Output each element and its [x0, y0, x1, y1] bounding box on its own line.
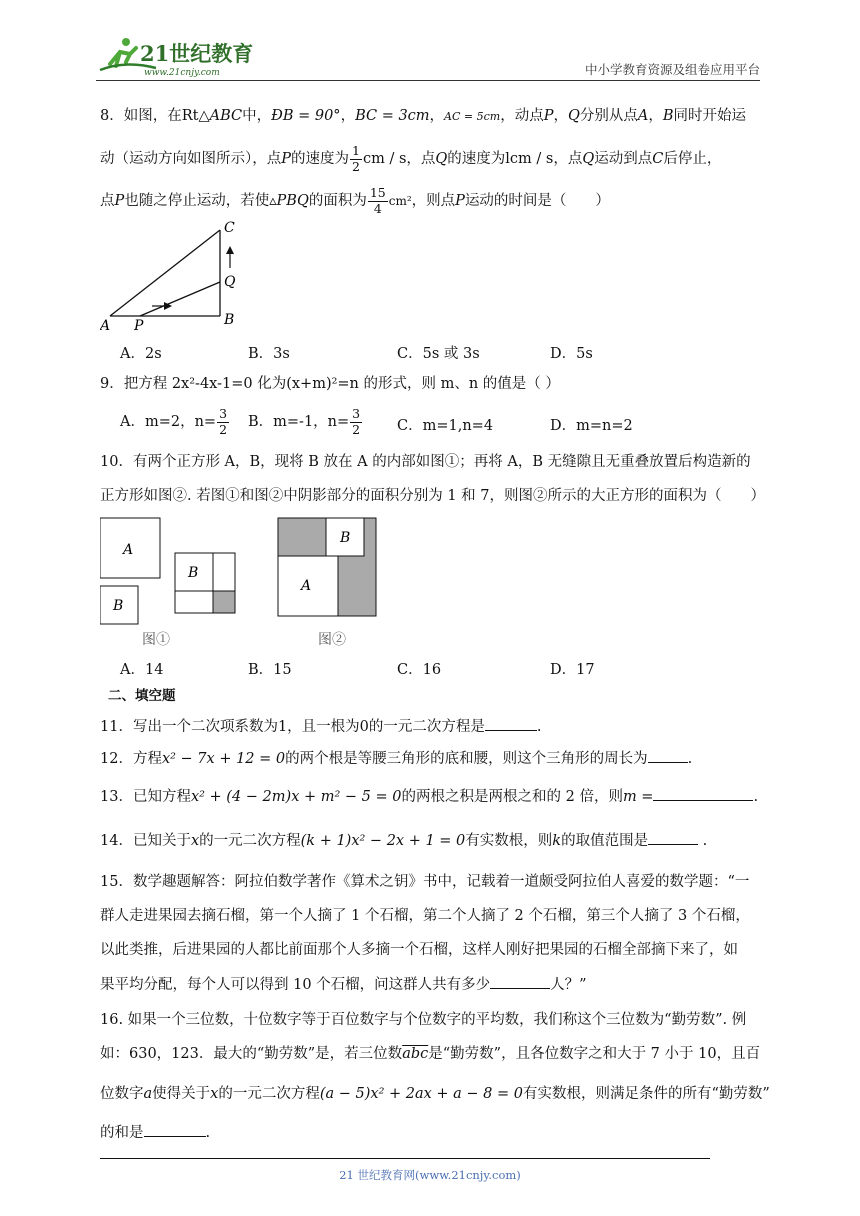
q12-answer-blank[interactable]	[648, 748, 688, 763]
q16-line2: 如：630，123．最大的“勤劳数”是，若三位数$\overline{abc}$是“勤劳数”，且各位数字之和大于 7 小于 10，且百	[100, 1046, 761, 1062]
fig1-label-B-small: B	[113, 598, 124, 614]
q9-question: 9．把方程 2x²-4x-1=0 化为(x+m)²=n 的形式，则 m、n 的值是（ ）	[100, 376, 560, 392]
q8-line2: 动（运动方向如图所示），点P的速度为 $\frac{1}{2}$ cm / s，点Q的速度为lcm / s，点Q运动到点C后停止，	[100, 143, 722, 174]
q8-line3: 点P也随之停止运动，若使▵PBQ的面积为 $\frac{15}{4}$ cm²，则点P运动的时间是（ ）	[100, 185, 610, 216]
q9-option-c[interactable]: C．m=1,n=4	[397, 418, 494, 434]
q11-question: 11．写出一个二次项系数为1，且一根为0的一元二次方程是 .	[100, 716, 760, 737]
q16-answer-blank[interactable]	[144, 1122, 206, 1137]
logo-url: www.21cnjy.com	[144, 68, 220, 78]
label-A: A	[100, 318, 111, 333]
q8-option-c[interactable]: C．5s 或 3s	[397, 346, 480, 362]
q10-option-d[interactable]: D．17	[550, 662, 595, 678]
fraction-half: $\frac{1}{2}$	[352, 143, 360, 174]
header-rule	[96, 80, 760, 81]
q10-figures	[100, 516, 400, 656]
fig1-shaded-area	[213, 591, 235, 613]
q9-option-b[interactable]: B．m=-1，n= $\frac{3}{2}$	[248, 406, 361, 437]
q8-triangle-figure	[100, 218, 260, 333]
label-B: B	[224, 312, 235, 328]
q16-line1: 16. 如果一个三位数，十位数字等于百位数字与个位数字的平均数，我们称这个三位数为“勤劳数”. 例	[100, 1012, 747, 1028]
section-title-fill-in: 二、填空题	[108, 688, 176, 704]
label-P: P	[134, 318, 144, 333]
q15-line3: 以此类推，后进果园的人都比前面那个人多摘一个石榴，这样人刚好把果园的石榴全部摘下来了，如	[100, 942, 738, 958]
label-C: C	[224, 220, 235, 236]
logo-text: 21世纪教育	[140, 41, 254, 66]
q15-answer-blank[interactable]	[490, 974, 550, 989]
q15-line1: 15．数学趣题解答：阿拉伯数学著作《算术之钥》书中，记载着一道颇受阿拉伯人喜爱的数学题：“一	[100, 874, 750, 890]
q12-question: 12．方程x² − 7x + 12 = 0的两个根是等腰三角形的底和腰，则这个三角形的周长为 .	[100, 748, 760, 769]
q14-answer-blank[interactable]	[648, 830, 698, 845]
q15-line2: 群人走进果园去摘石榴，第一个人摘了 1 个石榴，第二个人摘了 2 个石榴，第三个人摘了 3 个石榴，	[100, 908, 750, 924]
q10-line1: 10．有两个正方形 A，B，现将 B 放在 A 的内部如图①；再将 A，B 无缝隙且无重叠放置后构造新的	[100, 454, 751, 470]
page-header	[96, 30, 760, 80]
q16-line3: 位数字a使得关于x的一元二次方程(a − 5)x² + 2ax + a − 8 = 0有实数根，则满足条件的所有“勤劳数”	[100, 1086, 770, 1102]
q13-answer-blank[interactable]	[653, 786, 753, 801]
fraction-15-4: $\frac{15}{4}$	[369, 185, 386, 216]
q9-option-d[interactable]: D．m=n=2	[550, 418, 633, 434]
site-logo	[96, 34, 256, 78]
q13-question: 13．已知方程x² + (4 − 2m)x + m² − 5 = 0的两根之积是两根之和的 2 倍，则m = .	[100, 786, 760, 807]
q10-option-a[interactable]: A．14	[120, 662, 164, 678]
label-Q: Q	[224, 274, 236, 290]
fig2-caption: 图②	[318, 632, 346, 648]
q8-line1: 8．如图，在Rt△ABC中，ÐB = 90°，BC = 3cm，AC = 5cm，动点P，Q分别从点A，B同时开始运	[100, 108, 747, 124]
fig1-caption: 图①	[142, 632, 170, 648]
arrow-up-icon	[226, 246, 234, 268]
fig1-label-A: A	[123, 542, 134, 558]
platform-name: 中小学教育资源及组卷应用平台	[584, 62, 760, 77]
footer-site[interactable]: 21 世纪教育网(www.21cnjy.com)	[339, 1168, 521, 1182]
fig1-label-B: B	[188, 565, 199, 581]
q8-option-a[interactable]: A．2s	[120, 346, 162, 362]
q10-option-b[interactable]: B．15	[248, 662, 292, 678]
q8-option-b[interactable]: B．3s	[248, 346, 290, 362]
q11-answer-blank[interactable]	[485, 716, 537, 731]
segment-PQ	[140, 282, 220, 316]
q16-line4: 的和是 .	[100, 1122, 760, 1143]
q14-question: 14．已知关于x的一元二次方程(k + 1)x² − 2x + 1 = 0有实数根，则k的取值范围是 .	[100, 830, 760, 851]
q10-option-c[interactable]: C．16	[397, 662, 442, 678]
footer-rule	[100, 1158, 710, 1159]
q8-option-d[interactable]: D．5s	[550, 346, 593, 362]
fig2-label-A: A	[301, 578, 312, 594]
q10-line2: 正方形如图②. 若图①和图②中阴影部分的面积分别为 1 和 7，则图②所示的大正方形的面积为（ ）	[100, 488, 765, 504]
q9-option-a[interactable]: A．m=2，n= $\frac{3}{2}$	[120, 406, 228, 437]
fig2-label-B: B	[340, 530, 351, 546]
q15-line4: 果平均分配，每个人可以得到 10 个石榴，问这群人共有多少 人？”	[100, 974, 760, 995]
